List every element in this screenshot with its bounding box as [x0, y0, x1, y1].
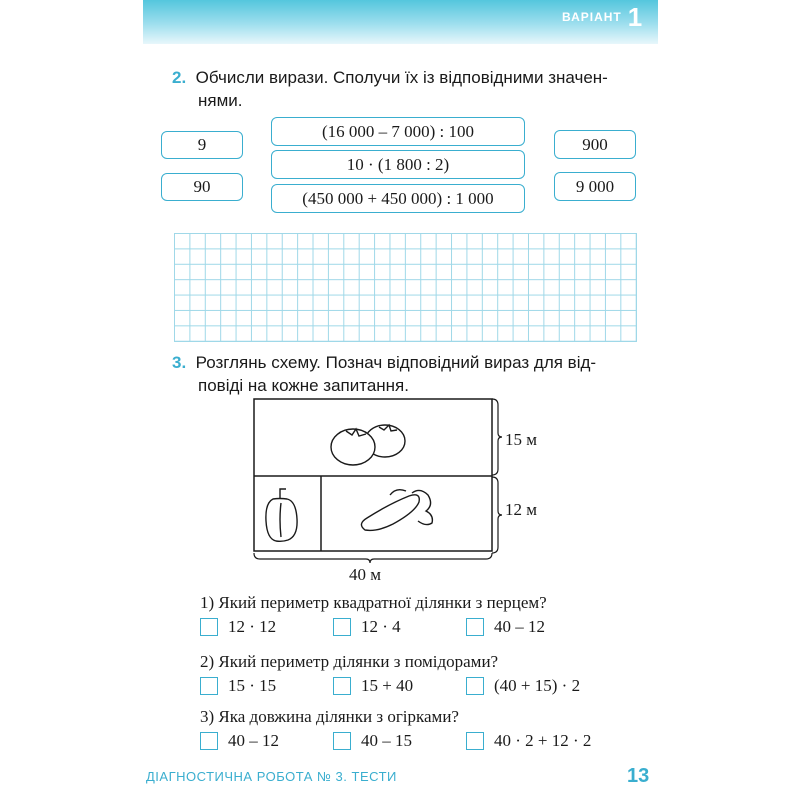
option-q1-b[interactable]: 12 · 4 [333, 617, 401, 637]
option-q3-a[interactable]: 40 – 12 [200, 731, 279, 751]
question-3: 3) Яка довжина ділянки з огірками? [200, 707, 459, 726]
page-number: 13 [627, 765, 650, 787]
checkbox[interactable] [200, 677, 218, 695]
variant-number: 1 [627, 1, 643, 32]
pepper-icon [266, 489, 297, 541]
checkbox[interactable] [333, 732, 351, 750]
footer-title: ДІАГНОСТИЧНА РОБОТА № 3. ТЕСТИ [146, 769, 397, 784]
right-value-box[interactable]: 900 [554, 130, 636, 159]
tomato-icon [331, 425, 405, 465]
task3-number: 3. [172, 353, 187, 372]
option-q1-c[interactable]: 40 – 12 [466, 617, 545, 637]
checkbox[interactable] [466, 677, 484, 695]
bottom-height-label: 12 м [505, 500, 538, 519]
width-label: 40 м [349, 565, 382, 584]
option-q2-a[interactable]: 15 · 15 [200, 676, 276, 696]
variant-tab [562, 2, 642, 32]
checkbox[interactable] [466, 618, 484, 636]
checkbox[interactable] [200, 618, 218, 636]
task2-number: 2. [172, 68, 187, 87]
top-height-brace [492, 399, 502, 475]
bottom-height-brace [492, 477, 502, 553]
question-2: 2) Який периметр ділянки з помідорами? [200, 652, 499, 671]
question-1: 1) Який периметр квадратної ділянки з перцем? [200, 593, 547, 612]
checkbox[interactable] [333, 618, 351, 636]
checkbox[interactable] [466, 732, 484, 750]
option-q1-a[interactable]: 12 · 12 [200, 617, 276, 637]
option-q2-c[interactable]: (40 + 15) · 2 [466, 676, 580, 696]
garden-scheme [240, 395, 570, 595]
cucumber-icon [361, 490, 432, 531]
width-brace [254, 553, 492, 563]
left-value-box[interactable]: 9 [161, 131, 243, 159]
expression-box[interactable]: 10 · (1 800 : 2) [271, 150, 525, 179]
task2-heading [172, 66, 642, 112]
task3-text-line1: Розглянь схему. Познач відповідний вираз для від- [195, 353, 597, 372]
task3-heading [172, 351, 642, 397]
option-q2-b[interactable]: 15 + 40 [333, 676, 413, 696]
left-value-box[interactable]: 90 [161, 173, 243, 201]
task2-text-line2: нями. [198, 91, 243, 110]
expression-box[interactable]: (16 000 – 7 000) : 100 [271, 117, 525, 146]
option-q3-b[interactable]: 40 – 15 [333, 731, 412, 751]
right-value-box[interactable]: 9 000 [554, 172, 636, 201]
task2-text-line1: Обчисли вирази. Сполучи їх із відповідними значен- [195, 68, 608, 87]
checkbox[interactable] [200, 732, 218, 750]
task3-text-line2: повіді на кожне запитання. [198, 376, 409, 395]
option-q3-c[interactable]: 40 · 2 + 12 · 2 [466, 731, 591, 751]
expression-box[interactable]: (450 000 + 450 000) : 1 000 [271, 184, 525, 213]
work-grid [174, 233, 637, 342]
checkbox[interactable] [333, 677, 351, 695]
top-height-label: 15 м [505, 430, 538, 449]
variant-label: ВАРІАНТ [562, 10, 622, 24]
